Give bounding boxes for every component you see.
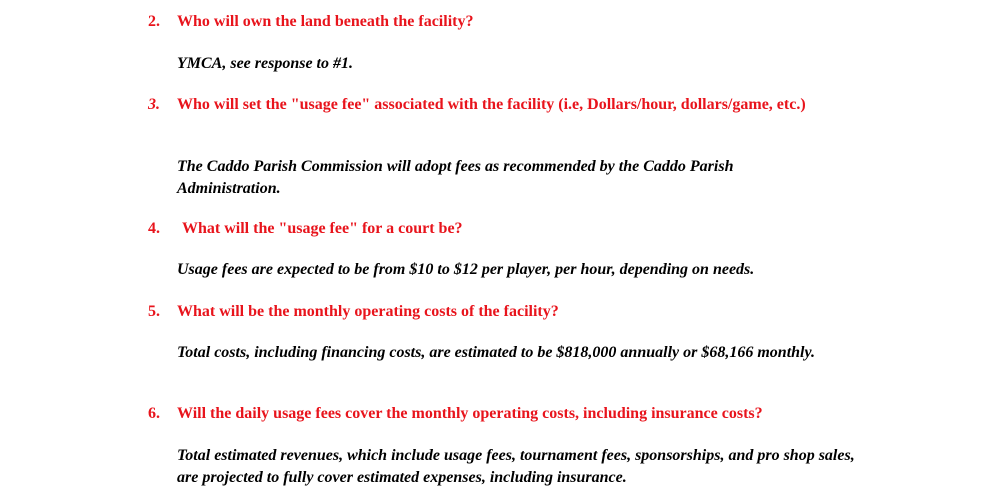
question-text: What will the "usage fee" for a court be?	[182, 220, 463, 237]
question-number: 3.	[148, 96, 160, 113]
question-number: 2.	[148, 13, 160, 30]
question-number: 5.	[148, 303, 160, 320]
answer-text: Usage fees are expected to be from $10 to $12 per player, per hour, depending on needs.	[177, 261, 755, 278]
question-text: What will be the monthly operating costs of the facility?	[177, 303, 559, 320]
answer-text: YMCA, see response to #1.	[177, 55, 353, 72]
answer-text: The Caddo Parish Commission will adopt fees as recommended by the Caddo Parish Administration.	[177, 158, 734, 197]
answer-text: Total costs, including financing costs, are estimated to be $818,000 annually or $68,166 monthly.	[177, 344, 815, 361]
question-text: Will the daily usage fees cover the monthly operating costs, including insurance costs?	[177, 405, 763, 422]
answer-text: Total estimated revenues, which include usage fees, tournament fees, sponsorships, and pro shop sales, are projected to fully cover estimated expenses, including insurance.	[177, 447, 855, 486]
question-text: Who will set the "usage fee" associated with the facility (i.e, Dollars/hour, dollars/game, etc.)	[177, 96, 806, 113]
question-number: 4.	[148, 220, 160, 237]
question-text: Who will own the land beneath the facility?	[177, 13, 474, 30]
question-number: 6.	[148, 405, 160, 422]
